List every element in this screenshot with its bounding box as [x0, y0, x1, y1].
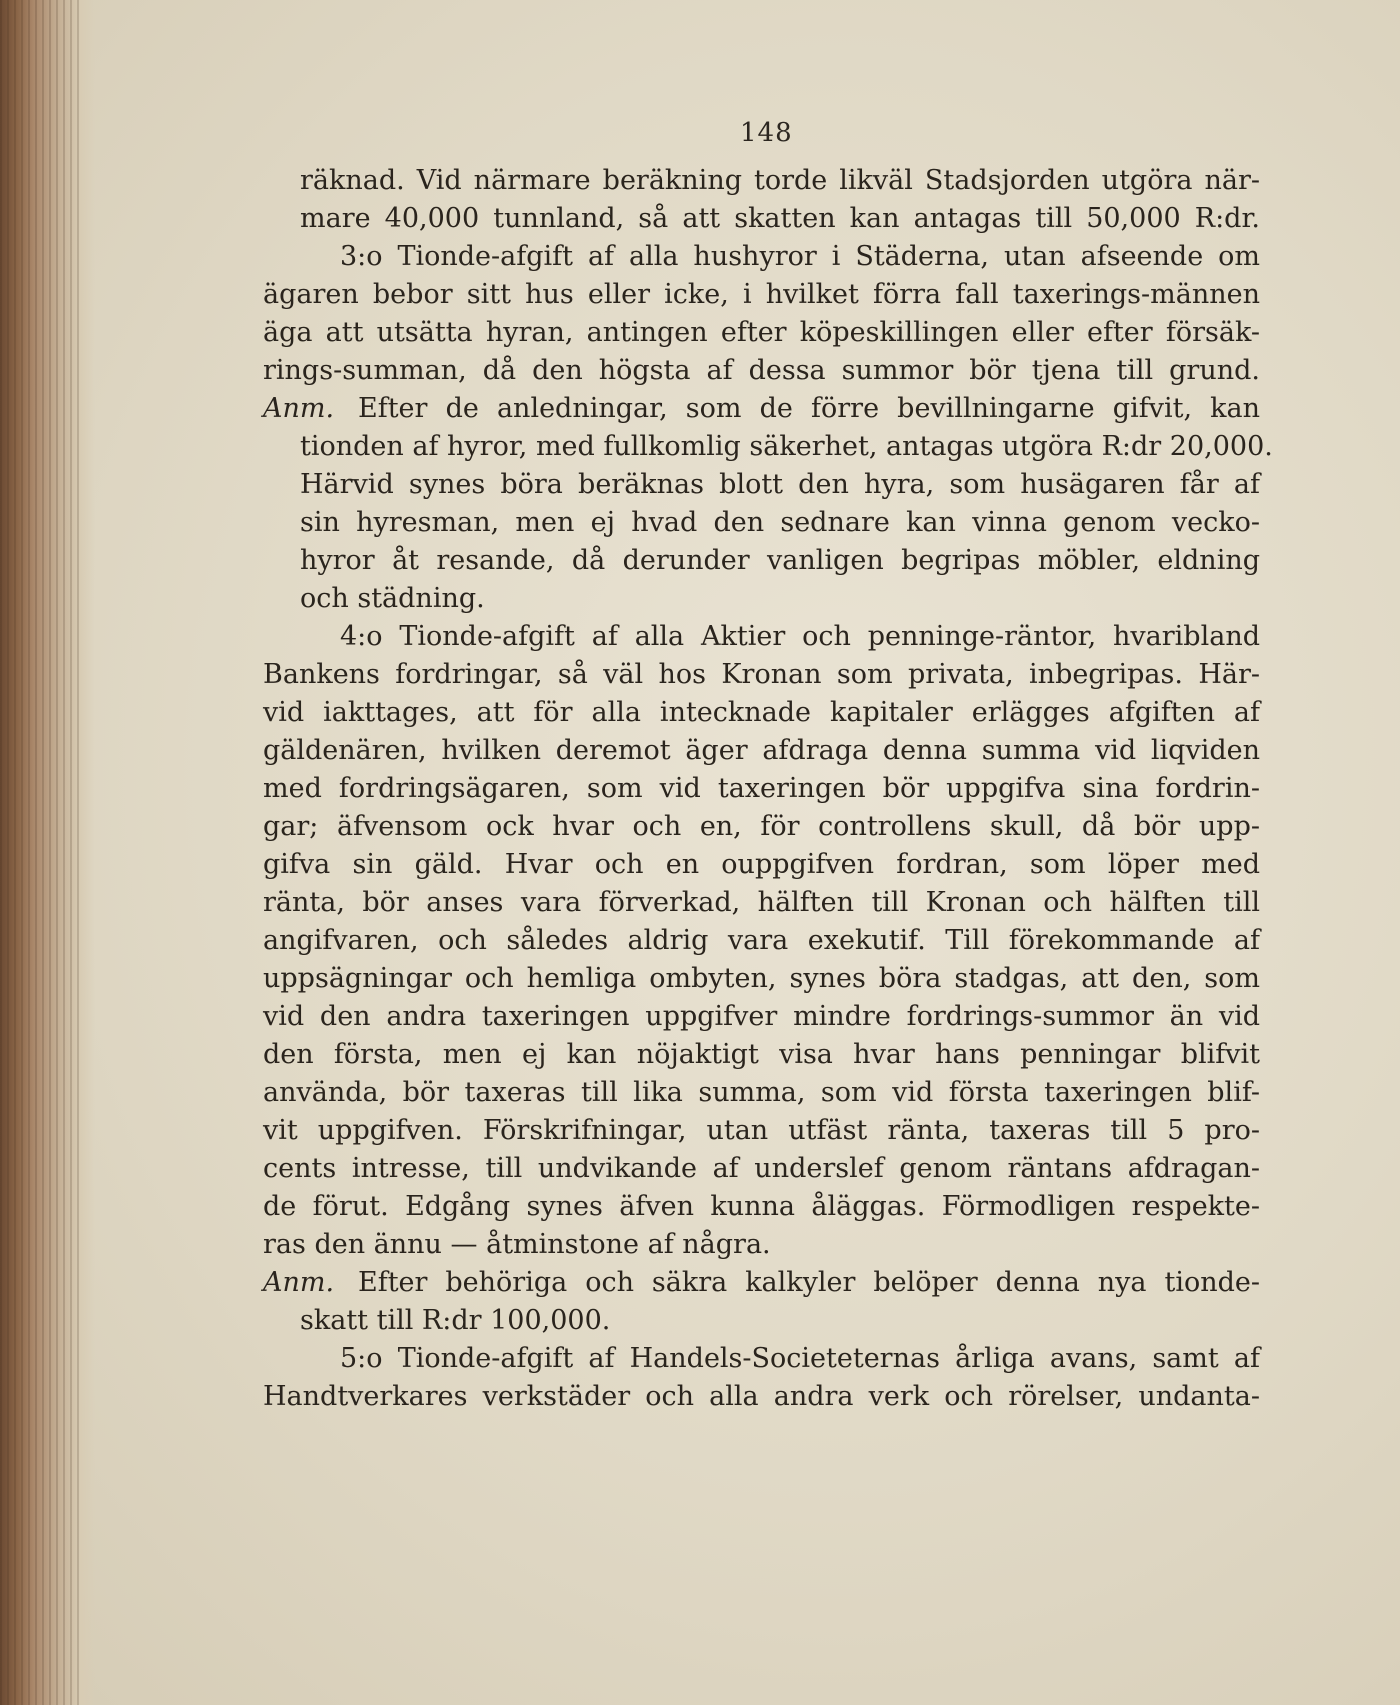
text-line: ras den ännu — åtminstone af några.	[263, 1229, 771, 1260]
text-line: vit uppgifven. Förskrifningar, utan utfäst ränta, taxeras till 5 pro-	[263, 1115, 1260, 1146]
text-line: ägaren bebor sitt hus eller icke, i hvilket förra fall taxerings-männen	[263, 279, 1260, 310]
text-line: använda, bör taxeras till lika summa, som vid första taxeringen blif-	[263, 1077, 1260, 1108]
text-line: Handtverkares verkstäder och alla andra verk och rörelser, undanta-	[263, 1381, 1260, 1412]
text-line: vid den andra taxeringen uppgifver mindre fordrings-summor än vid	[263, 1001, 1260, 1032]
text-line: angifvaren, och således aldrig vara exekutif. Till förekommande af	[263, 925, 1260, 956]
text-line: 4:o Tionde-afgift af alla Aktier och penninge-räntor, hvaribland	[340, 621, 1260, 652]
text-line: räknad. Vid närmare beräkning torde likväl Stadsjorden utgöra när-	[300, 165, 1260, 196]
text-line: Efter behöriga och säkra kalkyler belöper denna nya tionde-	[358, 1267, 1260, 1298]
text-line: gar; äfvensom ock hvar och en, för controllens skull, då bör upp-	[263, 811, 1260, 842]
text-line: Efter de anledningar, som de förre bevillningarne gifvit, kan	[358, 393, 1260, 424]
text-line: mare 40,000 tunnland, så att skatten kan antagas till 50,000 R:dr.	[300, 203, 1260, 234]
book-spine-edge	[0, 0, 80, 1705]
text-line: och städning.	[300, 583, 485, 614]
text-line: med fordringsägaren, som vid taxeringen bör uppgifva sina fordrin-	[263, 773, 1260, 804]
text-line: Bankens fordringar, så väl hos Kronan som privata, inbegripas. Här-	[263, 659, 1260, 690]
text-line: tionden af hyror, med fullkomlig säkerhet, antagas utgöra R:dr 20,000.	[300, 431, 1273, 462]
anm-label: Anm.	[263, 393, 335, 424]
text-line: Härvid synes böra beräknas blott den hyra, som husägaren får af	[300, 469, 1260, 500]
text-line: skatt till R:dr 100,000.	[300, 1305, 611, 1336]
text-line: gäldenären, hvilken deremot äger afdraga denna summa vid liqviden	[263, 735, 1260, 766]
page-number: 148	[740, 118, 793, 148]
text-line: 5:o Tionde-afgift af Handels-Societeternas årliga avans, samt af	[340, 1343, 1260, 1374]
text-line: uppsägningar och hemliga ombyten, synes böra stadgas, att den, som	[263, 963, 1260, 994]
text-line: rings-summan, då den högsta af dessa summor bör tjena till grund.	[263, 355, 1260, 386]
text-line: den första, men ej kan nöjaktigt visa hvar hans penningar blifvit	[263, 1039, 1260, 1070]
text-line: cents intresse, till undvikande af underslef genom räntans afdragan-	[263, 1153, 1260, 1184]
text-line: hyror åt resande, då derunder vanligen begripas möbler, eldning	[300, 545, 1260, 576]
text-line: ränta, bör anses vara förverkad, hälften till Kronan och hälften till	[263, 887, 1260, 918]
text-line: äga att utsätta hyran, antingen efter köpeskillingen eller efter försäk-	[263, 317, 1260, 348]
anm-label: Anm.	[263, 1267, 335, 1298]
text-line: vid iakttages, att för alla intecknade kapitaler erlägges afgiften af	[263, 697, 1260, 728]
text-line: gifva sin gäld. Hvar och en ouppgifven fordran, som löper med	[263, 849, 1260, 880]
text-line: 3:o Tionde-afgift af alla hushyror i Städerna, utan afseende om	[340, 241, 1260, 272]
text-line: de förut. Edgång synes äfven kunna åläggas. Förmodligen respekte-	[263, 1191, 1260, 1222]
text-line: sin hyresman, men ej hvad den sednare kan vinna genom vecko-	[300, 507, 1260, 538]
